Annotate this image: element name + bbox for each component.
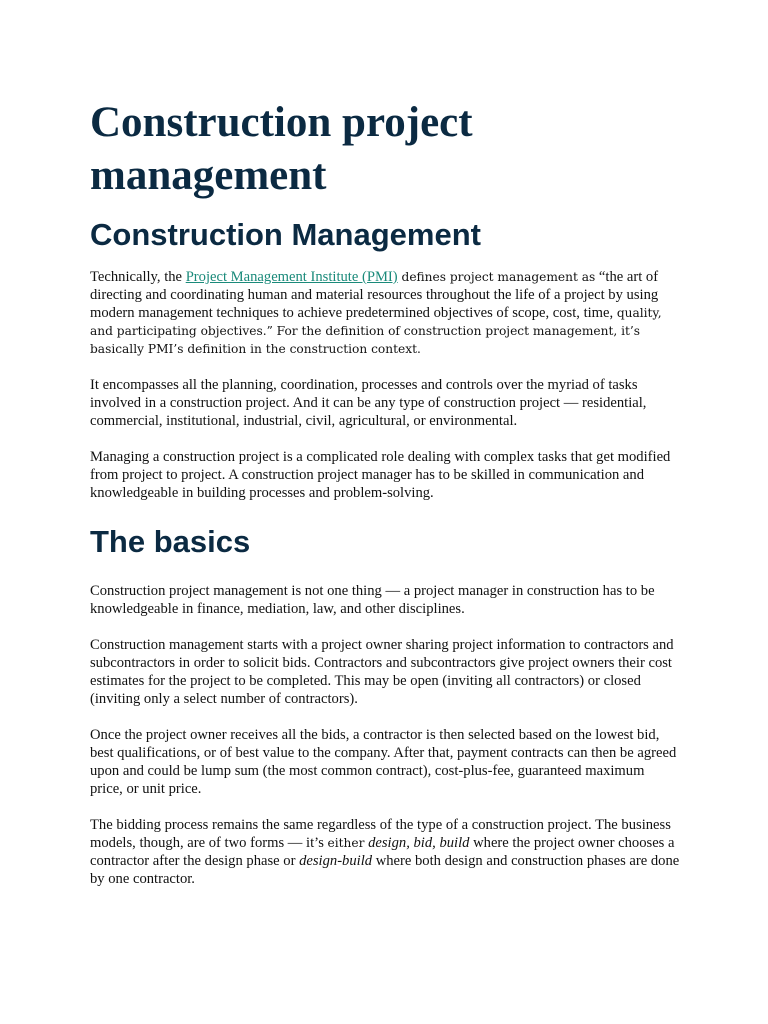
section-heading-construction-management: Construction Management [90,217,481,252]
paragraph-text: “the art of directing and coordinating human and material resources throughout the life of a project by using modern management techniques to achieve predetermined objectives of scope, cost, time, [90,269,659,321]
emphasis-design-bid-build: design, bid, build [368,835,470,851]
paragraph-disciplines: Construction project management is not one thing — a project manager in construction has to be knowledgeable in finance, mediation, law, and other disciplines. [90,583,655,617]
paragraph-text: quality, and participating objectives.” For the definition of construction project management, it’s basically PMI’s definition in the construction context. [90,306,662,356]
paragraph-text: The bidding process remains the same regardless of the type of a construction project. The business models, though, are of two forms — it’s [90,817,671,851]
page-title: Construction project management [90,99,473,199]
paragraph-bidding: Construction management starts with a project owner sharing project information to contractors and subcontractors in order to solicit bids. Contractors and subcontractors give project owners their cost estimates for the project to be completed. This may be open (inviting all contractors) or closed (inviting only a select number of contractors). [90,637,674,707]
emphasis-design-build: design-build [299,853,373,869]
paragraph-text: Technically, the [90,269,186,285]
paragraph-contracts: Once the project owner receives all the bids, a contractor is then selected based on the lowest bid, best qualifications, or of best value to the company. After that, payment contracts can then be agreed upon and could be lump sum (the most common contract), cost-plus-fee, guaranteed maximum price, or unit price. [90,727,677,797]
paragraph-text: either [327,836,365,850]
paragraph-role: Managing a construction project is a complicated role dealing with complex tasks that get modified from project to project. A construction project manager has to be skilled in communication and knowledgeable in building processes and problem-solving. [90,449,671,501]
section-heading-the-basics: The basics [90,524,251,559]
paragraph-text: defines project management as [397,270,596,284]
paragraph-text: where both design and construction phases are done by one contractor. [90,853,680,887]
paragraph-pmi-definition [90,268,680,358]
paragraph-business-models [90,816,680,888]
document-content [90,96,680,888]
pmi-link[interactable]: Project Management Institute (PMI) [185,269,398,285]
paragraph-scope: It encompasses all the planning, coordination, processes and controls over the myriad of tasks involved in a construction project. And it can be any type of construction project — residential, commercial, institutional, industrial, civil, agricultural, or environmental. [90,377,647,429]
paragraph-text: where the project owner chooses a contractor after the design phase or [90,835,675,869]
